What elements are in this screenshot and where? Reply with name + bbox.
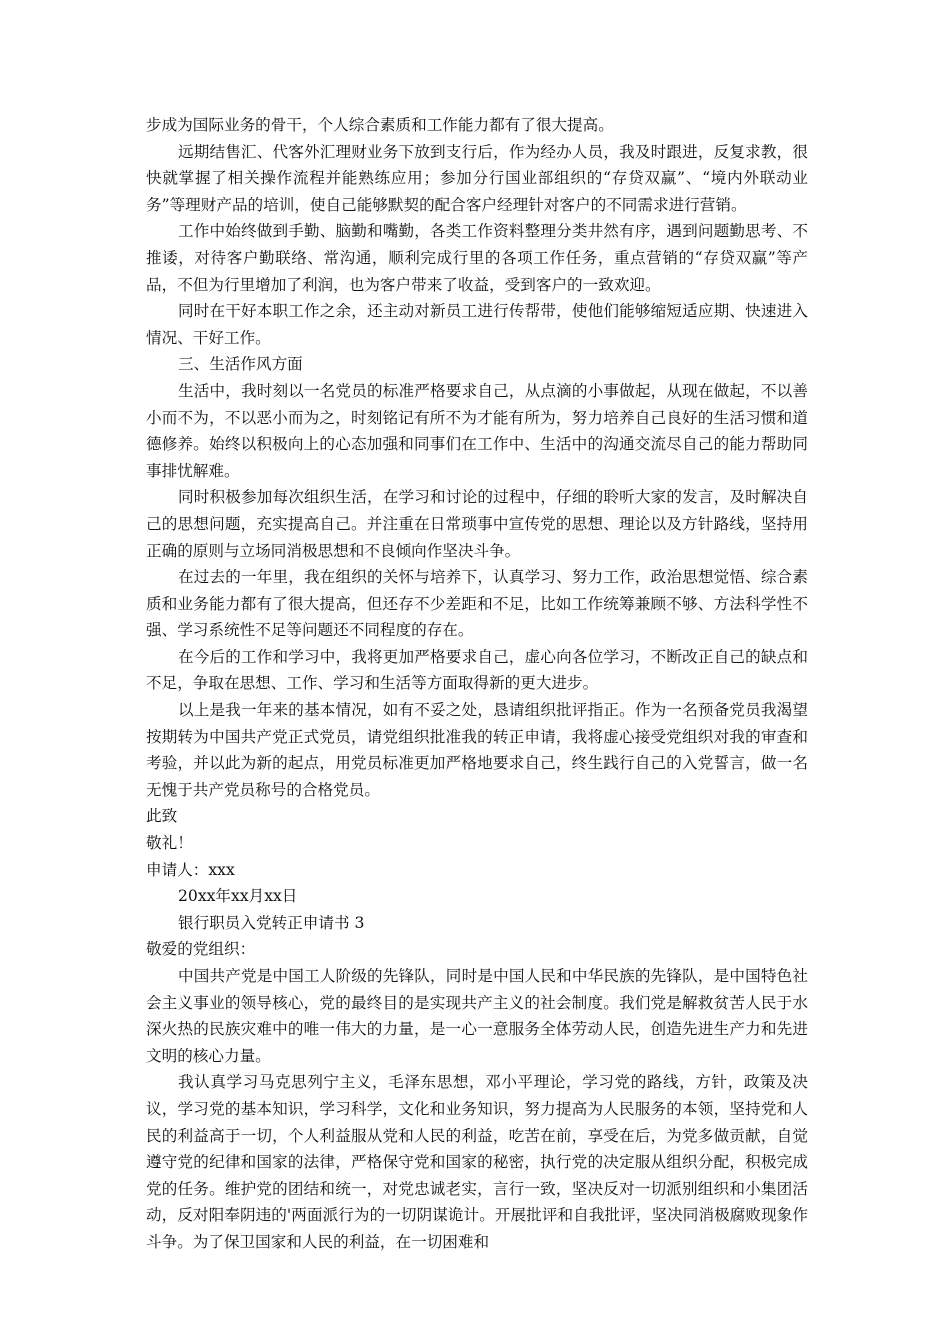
- paragraph: 同时积极参加每次组织生活，在学习和讨论的过程中，仔细的聆听大家的发言，及时解决自己的思想问题，充实提高自己。并注重在日常琐事中宣传党的思想、理论以及方针路线，坚持用正确的原则与立场同消极思想和不良倾向作坚决斗争。: [146, 488, 808, 560]
- paragraph: 在过去的一年里，我在组织的关怀与培养下，认真学习、努力工作，政治思想觉悟、综合素质和业务能力都有了很大提高，但还存不少差距和不足，比如工作统筹兼顾不够、方法科学性不强、学习系统性不足等问题还不同程度的存在。: [146, 568, 808, 640]
- paragraph: 工作中始终做到手勤、脑勤和嘴勤，各类工作资料整理分类井然有序，遇到问题勤思考、不推诿，对待客户勤联络、常沟通，顺利完成行里的各项工作任务，重点营销的“存贷双赢”等产品，不但为行里增加了利润，也为客户带来了收益，受到客户的一致欢迎。: [146, 222, 808, 294]
- applicant-line: 申请人：xxx: [146, 860, 235, 879]
- paragraph: 以上是我一年来的基本情况，如有不妥之处，恳请组织批评指正。作为一名预备党员我渴望按期转为中国共产党正式党员，请党组织批准我的转正申请，我将虚心接受党组织对我的审查和考验，并以此为新的起点，用党员标准更加严格地要求自己，终生践行自己的入党誓言，做一名无愧于共产党员称号的合格党员。: [146, 701, 808, 799]
- paragraph: 在今后的工作和学习中，我将更加严格要求自己，虚心向各位学习，不断改正自己的缺点和不足，争取在思想、工作、学习和生活等方面取得新的更大进步。: [146, 647, 808, 693]
- paragraph: 远期结售汇、代客外汇理财业务下放到支行后，作为经办人员，我及时跟进，反复求教，很快就掌握了相关操作流程并能熟练应用；参加分行国业部组织的“存贷双赢”、“境内外联动业务”等理财产品的培训，使自己能够默契的配合客户经理针对客户的不同需求进行营销。: [146, 142, 808, 214]
- paragraph: 我认真学习马克思列宁主义，毛泽东思想，邓小平理论，学习党的路线，方针，政策及决议，学习党的基本知识，学习科学，文化和业务知识，努力提高为人民服务的本领，坚持党和人民的利益高于一切，个人利益服从党和人民的利益，吃苦在前，享受在后，为党多做贡献，自觉遵守党的纪律和国家的法律，严格保守党和国家的秘密，执行党的决定服从组织分配，积极完成党的任务。维护党的团结和统一，对党忠诚老实，言行一致，坚决反对一切派别组织和小集团活动，反对阳奉阴违的'两面派行为的一切阴谋诡计。开展批评和自我批评，坚决同消极腐败现象作斗争。为了保卫国家和人民的利益，在一切困难和: [146, 1073, 808, 1251]
- document-title: 银行职员入党转正申请书 3: [178, 913, 365, 932]
- closing-regards: 敬礼！: [146, 834, 193, 853]
- document-body: [146, 112, 808, 1256]
- greeting: 敬爱的党组织：: [146, 940, 256, 959]
- paragraph: 同时在干好本职工作之余，还主动对新员工进行传帮带，使他们能够缩短适应期、快速进入情况、干好工作。: [146, 302, 808, 347]
- paragraph: 中国共产党是中国工人阶级的先锋队，同时是中国人民和中华民族的先锋队，是中国特色社会主义事业的领导核心，党的最终目的是实现共产主义的社会制度。我们党是解救贫苦人民于水深火热的民族灾难中的唯一伟大的力量，是一心一意服务全体劳动人民，创造先进生产力和先进文明的核心力量。: [146, 967, 808, 1065]
- date-line: 20xx年xx月xx日: [178, 887, 298, 906]
- section-heading: 三、生活作风方面: [178, 355, 303, 374]
- paragraph: 步成为国际业务的骨干，个人综合素质和工作能力都有了很大提高。: [146, 116, 614, 134]
- paragraph: 生活中，我时刻以一名党员的标准严格要求自己，从点滴的小事做起，从现在做起，不以善小而不为，不以恶小而为之，时刻铭记有所不为才能有所为，努力培养自己良好的生活习惯和道德修养。始终以积极向上的心态加强和同事们在工作中、生活中的沟通交流尽自己的能力帮助同事排忧解难。: [146, 381, 808, 480]
- closing-salutation: 此致: [146, 807, 178, 826]
